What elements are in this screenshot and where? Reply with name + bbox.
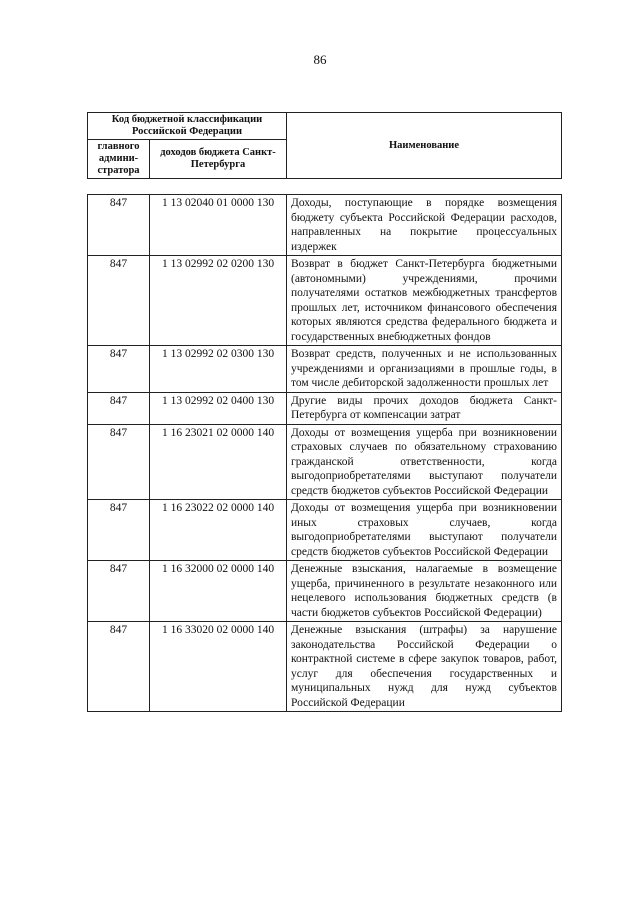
name-cell: Денежные взыскания, налагаемые в возмещение ущерба, причиненного в результате незаконного или нецелевого использования бюджетных средств (в части бюджетов субъектов Российской Федерации)	[287, 561, 562, 622]
income-code-cell: 1 16 23021 02 0000 140	[150, 424, 287, 500]
name-cell: Доходы от возмещения ущерба при возникновении страховых случаев по обязательному страхованию гражданской ответственности, когда выгодоприобретателями выступают получатели средств бюджетов субъектов Российской Федерации	[287, 424, 562, 500]
income-code-cell: 1 13 02992 02 0400 130	[150, 392, 287, 424]
table-row	[88, 346, 562, 393]
income-code-cell: 1 13 02992 02 0300 130	[150, 346, 287, 393]
income-code-cell: 1 16 33020 02 0000 140	[150, 622, 287, 712]
admin-code-cell: 847	[88, 500, 150, 561]
admin-code-cell: 847	[88, 424, 150, 500]
table-row	[88, 500, 562, 561]
table-row	[88, 561, 562, 622]
header-income-column: доходов бюджета Санкт-Петербурга	[150, 140, 287, 179]
name-cell: Денежные взыскания (штрафы) за нарушение законодательства Российской Федерации о контрактной системе в сфере закупок товаров, работ, услуг для обеспечения государственных и муниципальных нужд для нужд субъектов Российской Федерации	[287, 622, 562, 712]
header-admin-column: главного админи-стратора	[88, 140, 150, 179]
admin-code-cell: 847	[88, 392, 150, 424]
table-body	[88, 195, 562, 712]
header-group-title: Код бюджетной классификации Российской Федерации	[88, 113, 287, 140]
admin-code-cell: 847	[88, 622, 150, 712]
income-code-cell: 1 16 32000 02 0000 140	[150, 561, 287, 622]
page-number: 86	[313, 52, 327, 67]
admin-code-cell: 847	[88, 561, 150, 622]
budget-codes-table	[87, 194, 562, 712]
income-code-cell: 1 16 23022 02 0000 140	[150, 500, 287, 561]
table-row	[88, 424, 562, 500]
name-cell: Другие виды прочих доходов бюджета Санкт-Петербурга от компенсации затрат	[287, 392, 562, 424]
header-row-top	[88, 113, 562, 140]
table-row	[88, 195, 562, 256]
table-row	[88, 256, 562, 346]
income-code-cell: 1 13 02992 02 0200 130	[150, 256, 287, 346]
table-row	[88, 622, 562, 712]
admin-code-cell: 847	[88, 195, 150, 256]
admin-code-cell: 847	[88, 256, 150, 346]
header-table	[87, 112, 562, 179]
name-cell: Доходы от возмещения ущерба при возникновении иных страховых случаев, когда выгодоприобретателями выступают получатели средств бюджетов субъектов Российской Федерации	[287, 500, 562, 561]
income-code-cell: 1 13 02040 01 0000 130	[150, 195, 287, 256]
name-cell: Возврат в бюджет Санкт-Петербурга бюджетными (автономными) учреждениями, прочими получателями остатков межбюджетных трансфертов прошлых лет, источником финансового обеспечения которых являются средства федерального бюджета и государственных внебюджетных фондов	[287, 256, 562, 346]
header-name-column: Наименование	[287, 113, 562, 179]
name-cell: Возврат средств, полученных и не использованных учреждениями и организациями в прошлые годы, в том числе дебиторской задолженности прошлых лет	[287, 346, 562, 393]
admin-code-cell: 847	[88, 346, 150, 393]
table-row	[88, 392, 562, 424]
name-cell: Доходы, поступающие в порядке возмещения бюджету субъекта Российской Федерации расходов, направленных на покрытие процессуальных издержек	[287, 195, 562, 256]
